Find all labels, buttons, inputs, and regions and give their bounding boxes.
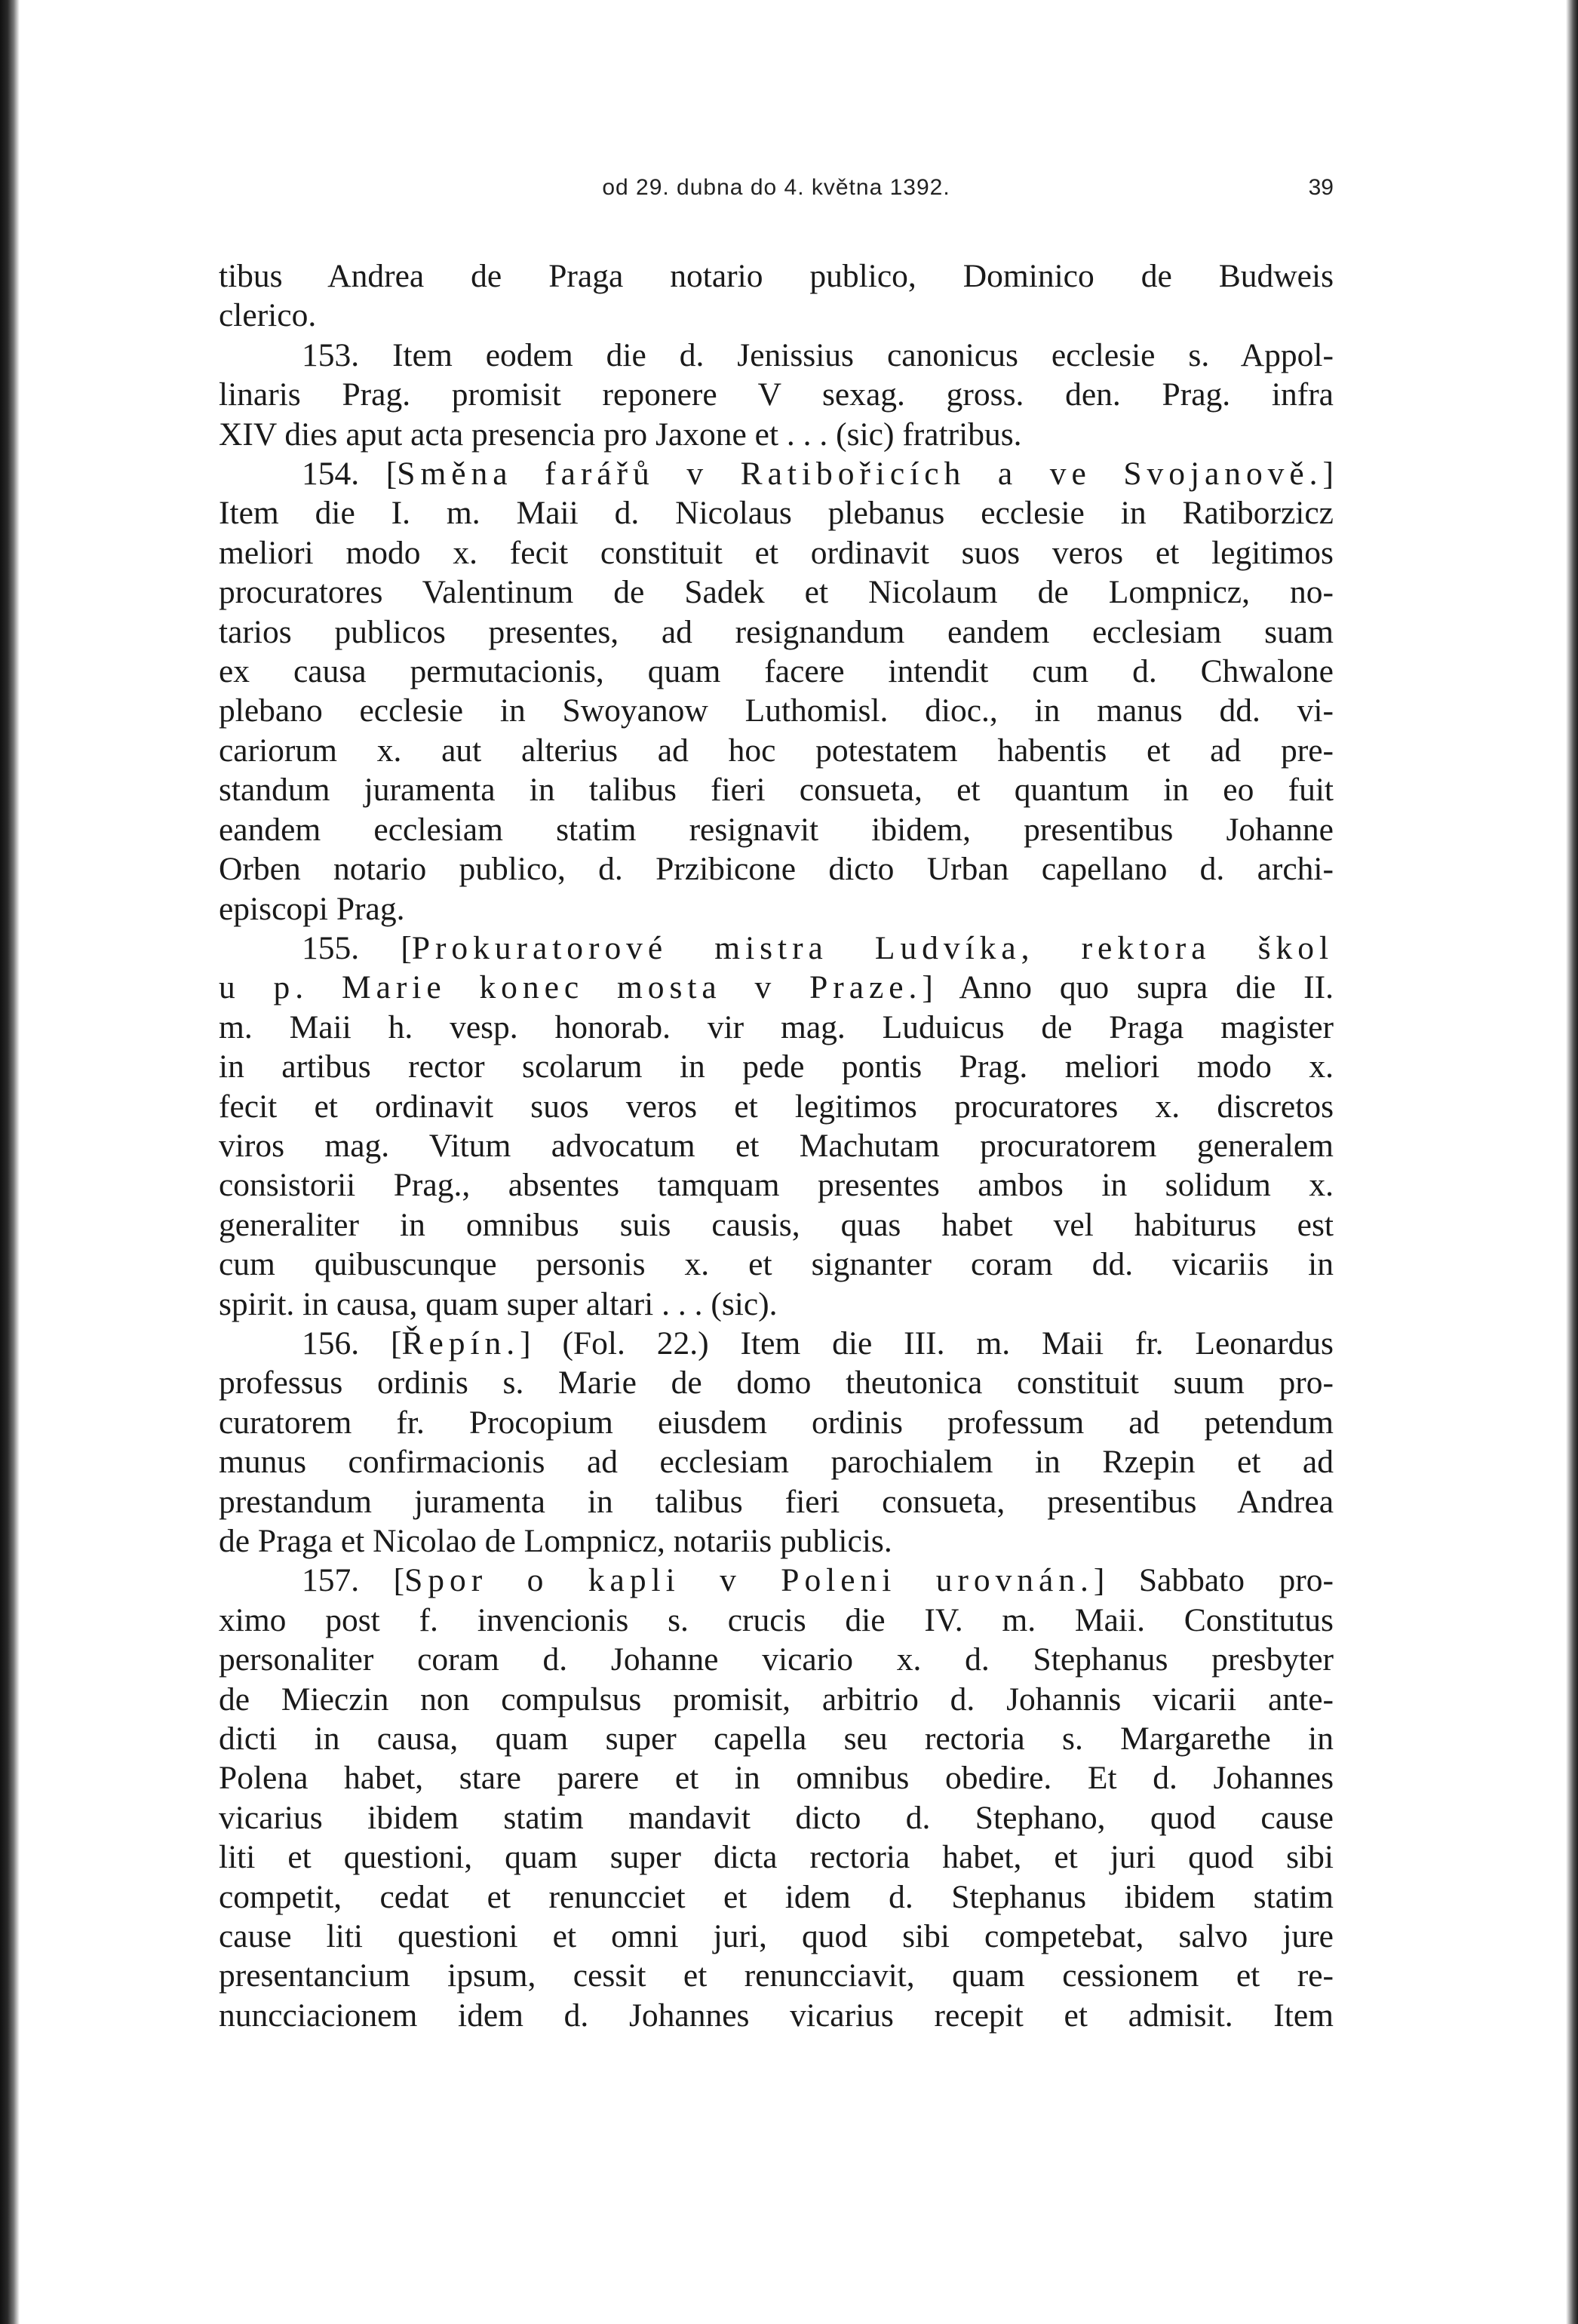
page-number: 39 <box>1308 175 1334 200</box>
text-line: liti et questioni, quam super dicta rectoria habet, et juri quod sibi <box>219 1839 1334 1876</box>
text-line: vicarius ibidem statim mandavit dicto d. Stephano, quod cause <box>219 1799 1334 1836</box>
text-line: clerico. <box>219 297 317 334</box>
text-line: de Mieczin non compulsus promisit, arbitrio d. Johannis vicarii ante- <box>219 1681 1334 1718</box>
text-line: ximo post f. invencionis s. crucis die IV. m. Maii. Constitutus <box>219 1601 1334 1638</box>
text-line: spirit. in causa, quam super altari . . . (sic). <box>219 1285 778 1322</box>
text-line: tarios publicos presentes, ad resignandum eandem ecclesiam suam <box>219 613 1334 650</box>
text-line: dicti in causa, quam super capella seu rectoria s. Margarethe in <box>219 1721 1334 1758</box>
text-line: tibus Andrea de Praga notario publico, Dominico de Budweis <box>219 258 1334 294</box>
entry-154-heading: 154. [Směna farářů v Ratibořicích a ve Svojanově.] <box>302 456 1334 493</box>
page-binding-edge <box>0 0 20 2324</box>
text-line: standum juramenta in talibus fieri consueta, et quantum in eo fuit <box>219 772 1334 809</box>
text-line: cause liti questioni et omni juri, quod sibi competebat, salvo jure <box>219 1918 1334 1955</box>
text-line: episcopi Prag. <box>219 890 405 927</box>
entry-155-heading: 155. [Prokuratorové mistra Ludvíka, rektora škol <box>302 929 1334 966</box>
running-header <box>219 175 1334 213</box>
text-line: ex causa permutacionis, quam facere intendit cum d. Chwalone <box>219 653 1334 690</box>
text-line: presentancium ipsum, cessit et renuncciavit, quam cessionem et re- <box>219 1957 1334 1994</box>
text-line: curatorem fr. Procopium eiusdem ordinis professum ad petendum <box>219 1404 1334 1441</box>
text-line: consistorii Prag., absentes tamquam presentes ambos in solidum x. <box>219 1167 1334 1204</box>
text-line: procuratores Valentinum de Sadek et Nicolaum de Lompnicz, no- <box>219 574 1334 611</box>
body-text <box>219 256 1334 2035</box>
spaced-heading: u p. Marie konec mosta v Praze. <box>219 969 923 1006</box>
spaced-heading: Směna farářů v Ratibořicích a ve Svojanově. <box>397 456 1323 493</box>
text-line: competit, cedat et renuncciet et idem d. Stephanus ibidem statim <box>219 1878 1334 1915</box>
text-line: cum quibuscunque personis x. et signanter coram dd. vicariis in <box>219 1246 1334 1283</box>
spaced-heading: Spor o kapli v Poleni urovnán. <box>404 1562 1094 1599</box>
text-line: professus ordinis s. Marie de domo theutonica constituit suum pro- <box>219 1365 1334 1401</box>
text-line: in artibus rector scolarum in pede pontis Prag. meliori modo x. <box>219 1048 1334 1085</box>
text-line: u p. Marie konec mosta v Praze.] Anno quo supra die II. <box>219 969 1334 1006</box>
text-line: plebano ecclesie in Swoyanow Luthomisl. dioc., in manus dd. vi- <box>219 692 1334 729</box>
text-line: XIV dies aput acta presencia pro Jaxone et . . . (sic) fratribus. <box>219 416 1022 453</box>
page-right-edge <box>1566 0 1578 2324</box>
text-line: personaliter coram d. Johanne vicario x. d. Stephanus presbyter <box>219 1641 1334 1678</box>
text-line: linaris Prag. promisit reponere V sexag. gross. den. Prag. infra <box>219 376 1334 413</box>
text-line: viros mag. Vitum advocatum et Machutam procuratorem generalem <box>219 1127 1334 1164</box>
text-line: nuncciacionem idem d. Johannes vicarius recepit et admisit. Item <box>219 1997 1334 2034</box>
text-line: fecit et ordinavit suos veros et legitimos procuratores x. discretos <box>219 1088 1334 1125</box>
entry-157-heading: 157. [Spor o kapli v Poleni urovnán.] Sabbato pro- <box>302 1562 1334 1599</box>
running-title: od 29. dubna do 4. května 1392. <box>602 175 950 200</box>
text-line: prestandum juramenta in talibus fieri consueta, presentibus Andrea <box>219 1483 1334 1520</box>
text-line: Orben notario publico, d. Przibicone dicto Urban capellano d. archi- <box>219 851 1334 888</box>
text-line: cariorum x. aut alterius ad hoc potestatem habentis et ad pre- <box>219 732 1334 769</box>
spaced-heading: Prokuratorové mistra Ludvíka, rektora škol <box>411 929 1334 966</box>
text-line: de Praga et Nicolao de Lompnicz, notariis publicis. <box>219 1523 892 1559</box>
entry-156-start: 156. [Řepín.] (Fol. 22.) Item die III. m. Maii fr. Leonardus <box>302 1325 1334 1362</box>
text-line: meliori modo x. fecit constituit et ordinavit suos veros et legitimos <box>219 534 1334 571</box>
text-line: munus confirmacionis ad ecclesiam parochialem in Rzepin et ad <box>219 1444 1334 1481</box>
text-line: eandem ecclesiam statim resignavit ibidem, presentibus Johanne <box>219 811 1334 848</box>
text-line: generaliter in omnibus suis causis, quas habet vel habiturus est <box>219 1206 1334 1243</box>
text-line: Item die I. m. Maii d. Nicolaus plebanus ecclesie in Ratiborzicz <box>219 495 1334 532</box>
spaced-heading: Řepín. <box>401 1325 520 1362</box>
text-line: Polena habet, stare parere et in omnibus obedire. Et d. Johannes <box>219 1760 1334 1797</box>
entry-153-start: 153. Item eodem die d. Jenissius canonicus ecclesie s. Appol- <box>302 336 1334 373</box>
text-line: m. Maii h. vesp. honorab. vir mag. Luduicus de Praga magister <box>219 1008 1334 1045</box>
